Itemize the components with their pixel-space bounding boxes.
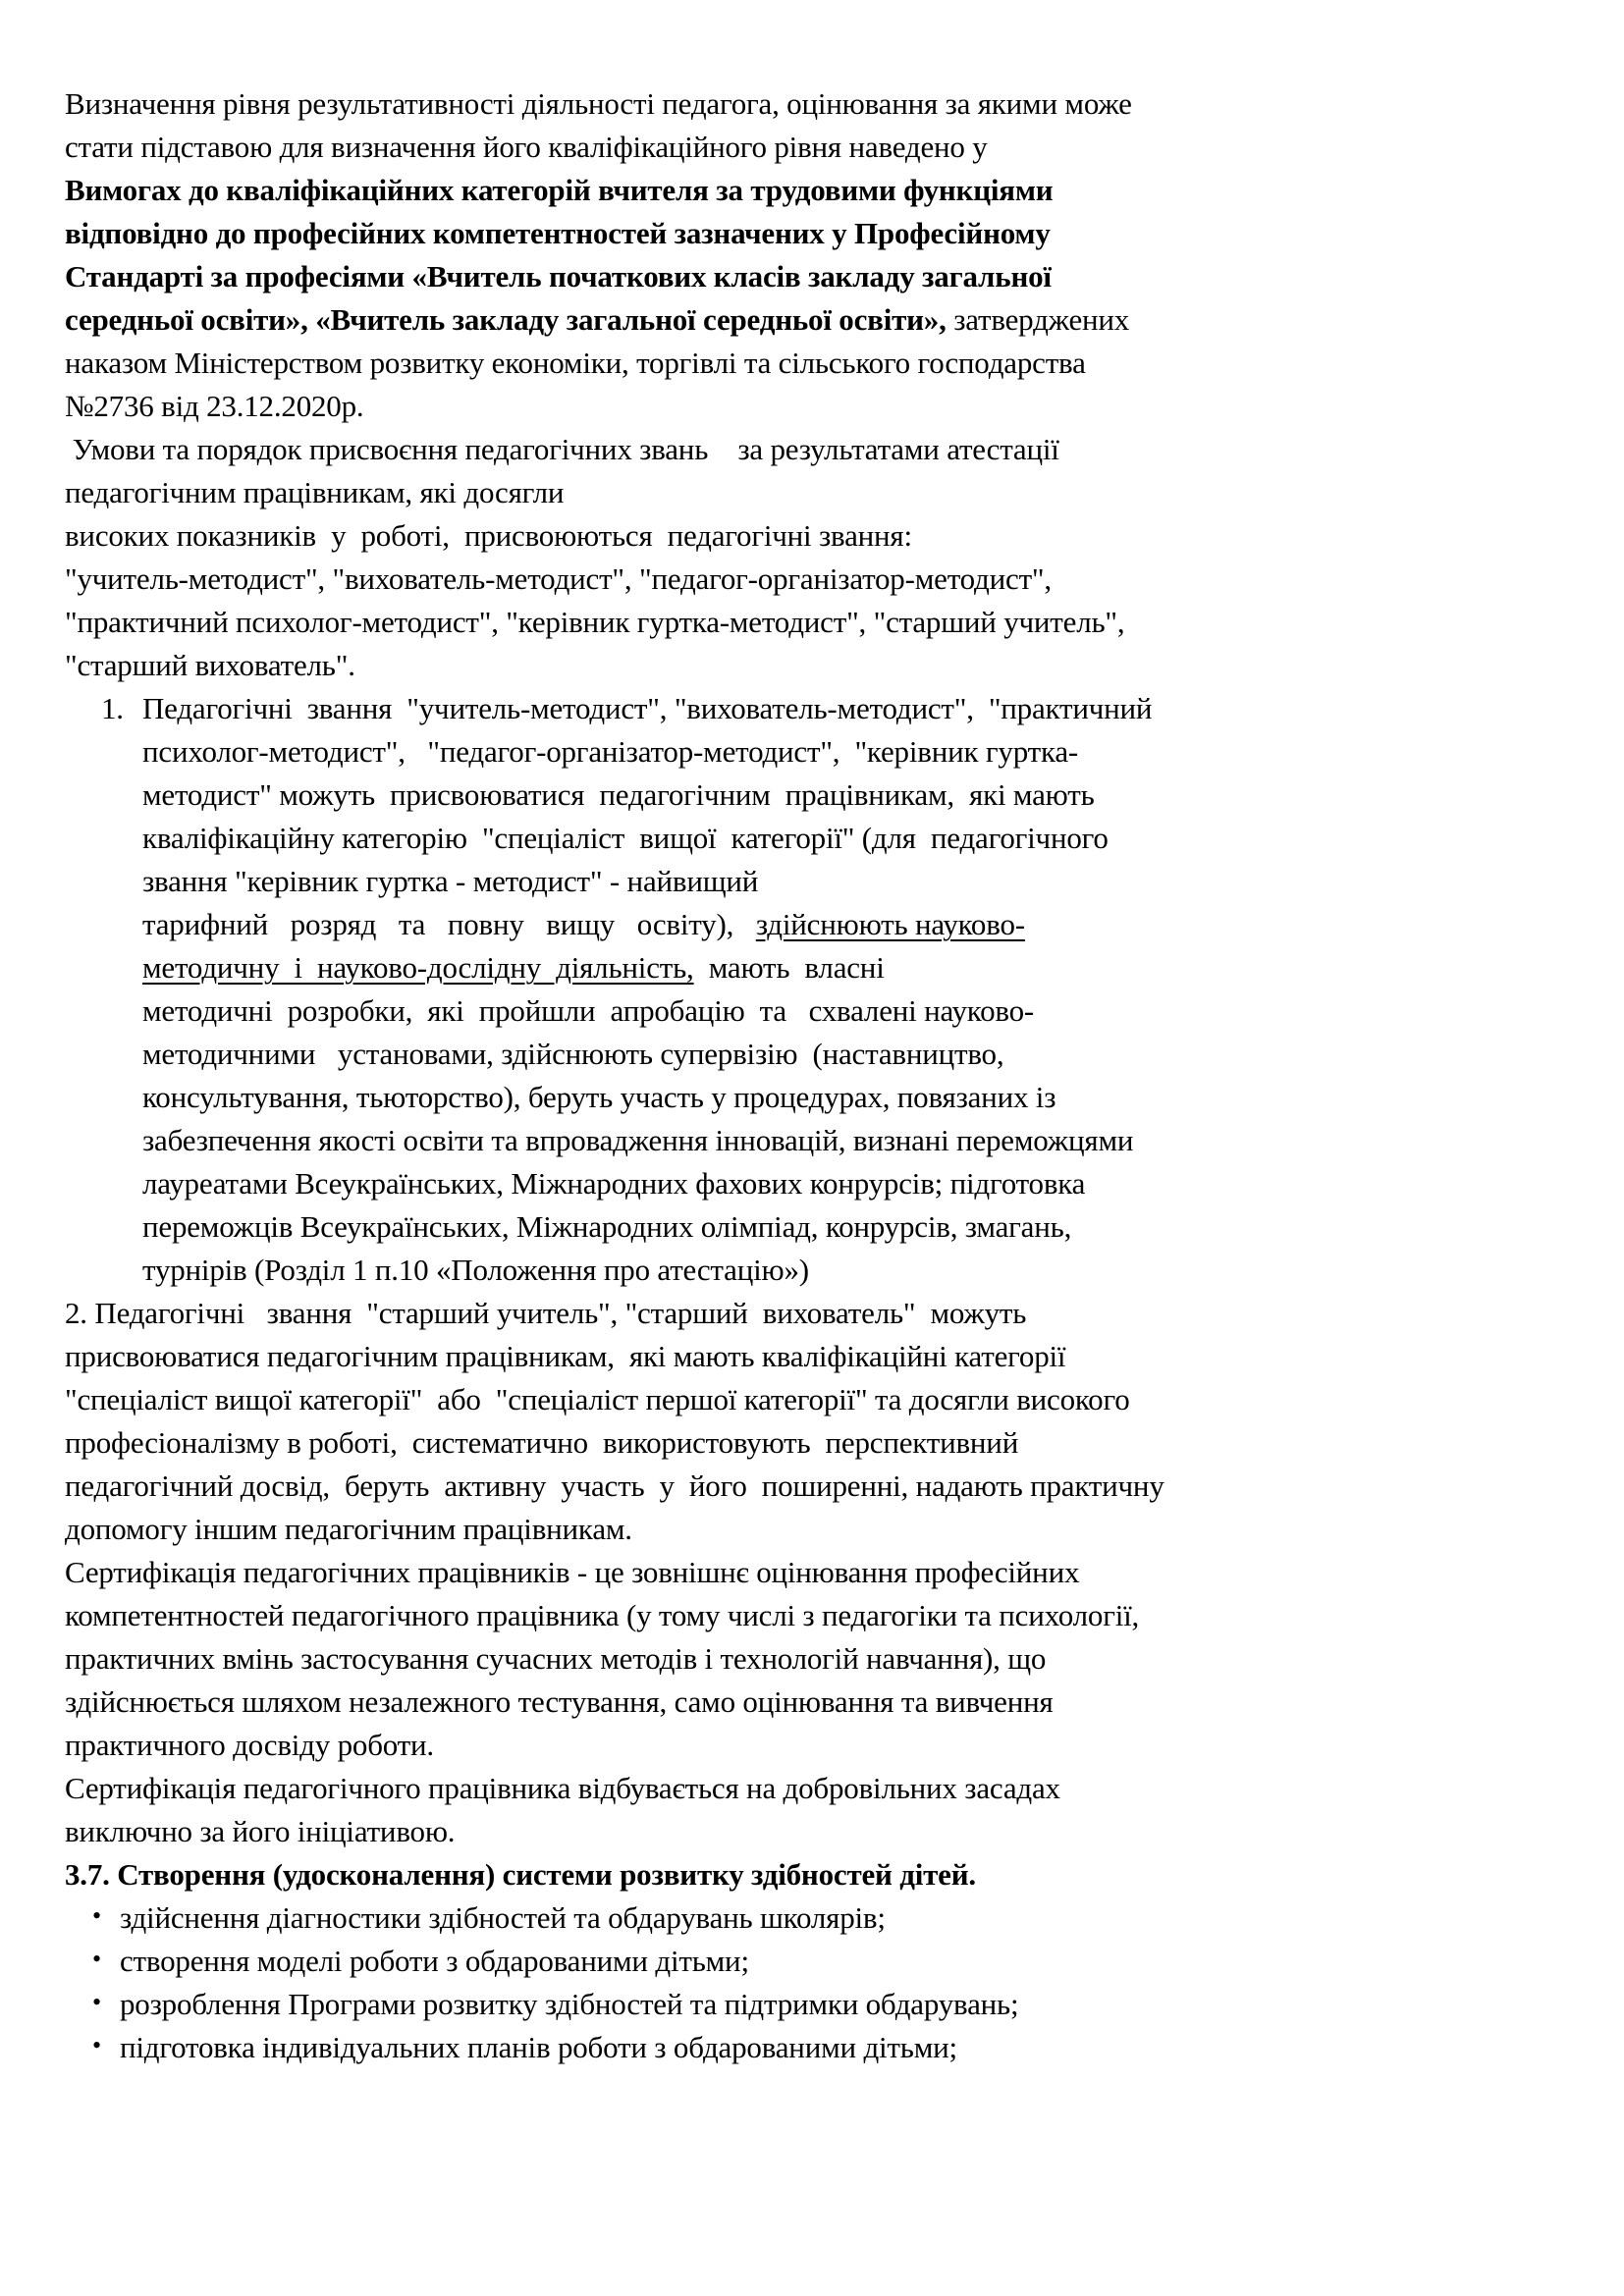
text-run: Вимогах до кваліфікаційних категорій вчителя за трудовими функціями [65,173,1054,207]
text-run: присвоюватися педагогічним працівникам, які мають кваліфікаційні категорії [65,1339,1066,1373]
text-run: створення моделі роботи з обдарованими дітьми; [120,1944,749,1978]
certification-definition-paragraph [65,1551,1561,1767]
intro-paragraph [65,82,1561,428]
text-run: наказом Міністерством розвитку економіки, торгівлі та сільського господарства [65,346,1086,380]
text-line [65,1767,1561,1810]
text-line [65,1378,1561,1421]
certification-voluntary-paragraph [65,1767,1561,1853]
bullet-marker: • [92,1988,101,2016]
text-line [142,1205,1561,1249]
text-line [65,428,1561,471]
text-line [142,730,1561,774]
text-line [120,1940,1561,1983]
text-run: високих показників у роботі, присвоюються педагогічні звання: [65,518,912,553]
text-line [142,1249,1561,1292]
text-run: Педагогічні звання "учитель-методист", "вихователь-методист", "практичний [142,691,1153,725]
text-run: Сертифікація педагогічних працівників - це зовнішнє оцінювання професійних [65,1555,1080,1589]
text-line [65,1681,1561,1724]
bullet-marker: • [92,1901,101,1930]
text-line [65,471,1561,514]
text-line [142,1033,1561,1076]
text-run: здійснення діагностики здібностей та обдарувань школярів; [120,1900,886,1935]
text-line [65,1551,1561,1594]
text-line [65,1421,1561,1465]
text-line [65,385,1561,428]
text-line [142,1162,1561,1205]
text-run: мають власні [693,950,885,985]
text-run: переможців Всеукраїнських, Міжнародних олімпіад, конрурсів, змагань, [142,1209,1072,1244]
text-line [65,1292,1561,1335]
text-run: №2736 від 23.12.2020р. [65,389,364,423]
text-line [65,1465,1561,1508]
text-line [65,644,1561,687]
bullet-marker: • [92,2031,101,2059]
text-line [65,1335,1561,1378]
text-line [65,255,1561,298]
bullet-marker: • [92,1945,101,1973]
numbered-item-1 [65,687,1561,1292]
text-line [142,687,1561,730]
text-run: здійснюється шляхом незалежного тестування, само оцінювання та вивчення [65,1684,1054,1719]
text-line [65,1853,1561,1896]
text-line [142,946,1561,989]
text-line [65,514,1561,558]
text-run: лауреатами Всеукраїнських, Міжнародних фахових конрурсів; підготовка [142,1166,1086,1201]
section-3-7-heading [65,1853,1561,1896]
text-run: "учитель-методист", "вихователь-методист", "педагог-організатор-методист", [65,561,1052,596]
text-run: середньої освіти», «Вчитель закладу загальної середньої освіти», [65,302,947,337]
text-run: "практичний психолог-методист", "керівник гуртка-методист", "старший учитель", [65,605,1125,639]
text-line [142,989,1561,1033]
text-run: "спеціаліст вищої категорії" або "спеціаліст першої категорії" та досягли високого [65,1382,1130,1416]
text-line [65,82,1561,126]
text-line [65,298,1561,342]
text-run: турнірів (Розділ 1 п.10 «Положення про атестацію») [142,1253,809,1287]
text-run: педагогічним працівникам, які досягли [65,475,565,509]
text-run: звання "керівник гуртка - методист" - найвищий [142,864,759,898]
text-run: Стандарті за професіями «Вчитель початкових класів закладу загальної [65,259,1052,294]
text-line [142,817,1561,860]
bullet-item-4 [65,2026,1561,2069]
text-line [65,212,1561,255]
text-run: Визначення рівня результативності діяльності педагога, оцінювання за якими може [65,86,1132,121]
text-line [65,1594,1561,1637]
text-run: виключно за його ініціативою. [65,1814,456,1848]
text-line [65,1724,1561,1767]
text-run: професіоналізму в роботі, систематично використовують перспективний [65,1425,1019,1460]
text-run: психолог-методист", "педагог-організатор-методист", "керівник гуртка- [142,734,1079,769]
text-line [65,1508,1561,1551]
paragraph-2 [65,1292,1561,1551]
text-run: методичну і науково-дослідну діяльність, [142,950,694,985]
text-run: консультування, тьюторство), беруть участь у процедурах, повязаних із [142,1080,1056,1114]
text-run: тарифний розряд та повну вищу освіту), [142,907,756,941]
text-run: "старший вихователь". [65,648,355,682]
text-run: практичних вмінь застосування сучасних методів і технологій навчання), що [65,1641,1047,1676]
text-run: затверджених [946,302,1130,337]
bullet-item-1 [65,1896,1561,1940]
conditions-paragraph [65,428,1561,687]
text-run: методист" можуть присвоюватися педагогічним працівникам, які мають [142,777,1095,812]
text-run: допомогу іншим педагогічним працівникам. [65,1512,632,1546]
text-run: підготовка індивідуальних планів роботи з обдарованими дітьми; [120,2030,957,2064]
text-line [142,1076,1561,1119]
text-run: Сертифікація педагогічного працівника відбувається на добровільних засадах [65,1771,1060,1805]
text-run: кваліфікаційну категорію "спеціаліст вищої категорії" (для педагогічного [142,821,1109,855]
text-run: 3.7. Створення (удосконалення) системи розвитку здібностей дітей. [65,1857,976,1892]
text-run: Умови та порядок присвоєння педагогічних звань за результатами атестації [65,432,1059,466]
list-number: 1. [101,691,124,725]
text-run: стати підставою для визначення його кваліфікаційного рівня наведено у [65,130,988,164]
text-line [65,126,1561,169]
bullet-item-2 [65,1940,1561,1983]
text-line [65,169,1561,212]
text-line [142,774,1561,817]
text-line [142,903,1561,946]
text-run: розроблення Програми розвитку здібностей та підтримки обдарувань; [120,1987,1019,2021]
text-run: компетентностей педагогічного працівника (у тому числі з педагогіки та психології, [65,1598,1140,1632]
text-line [120,2026,1561,2069]
text-line [142,1119,1561,1162]
text-line [65,1810,1561,1853]
text-run: забезпечення якості освіти та впровадження інновацій, визнані переможцями [142,1123,1134,1157]
text-line [120,1983,1561,2026]
text-line [65,342,1561,385]
text-run: методичні розробки, які пройшли апробацію та схвалені науково- [142,993,1035,1028]
text-line [120,1896,1561,1940]
text-line [142,860,1561,903]
text-line [65,601,1561,644]
text-run: 2. Педагогічні звання "старший учитель", "старший вихователь" можуть [65,1296,1027,1330]
text-run: відповідно до професійних компетентностей зазначених у Професійному [65,216,1051,250]
text-run: педагогічний досвід, беруть активну участь у його поширенні, надають практичну [65,1468,1164,1503]
text-line [65,558,1561,601]
text-line [65,1637,1561,1681]
text-run: здійснюють науково- [755,907,1025,941]
bullet-item-3 [65,1983,1561,2026]
text-run: методичними установами, здійснюють супервізію (наставництво, [142,1037,1004,1071]
text-run: практичного досвіду роботи. [65,1728,434,1762]
